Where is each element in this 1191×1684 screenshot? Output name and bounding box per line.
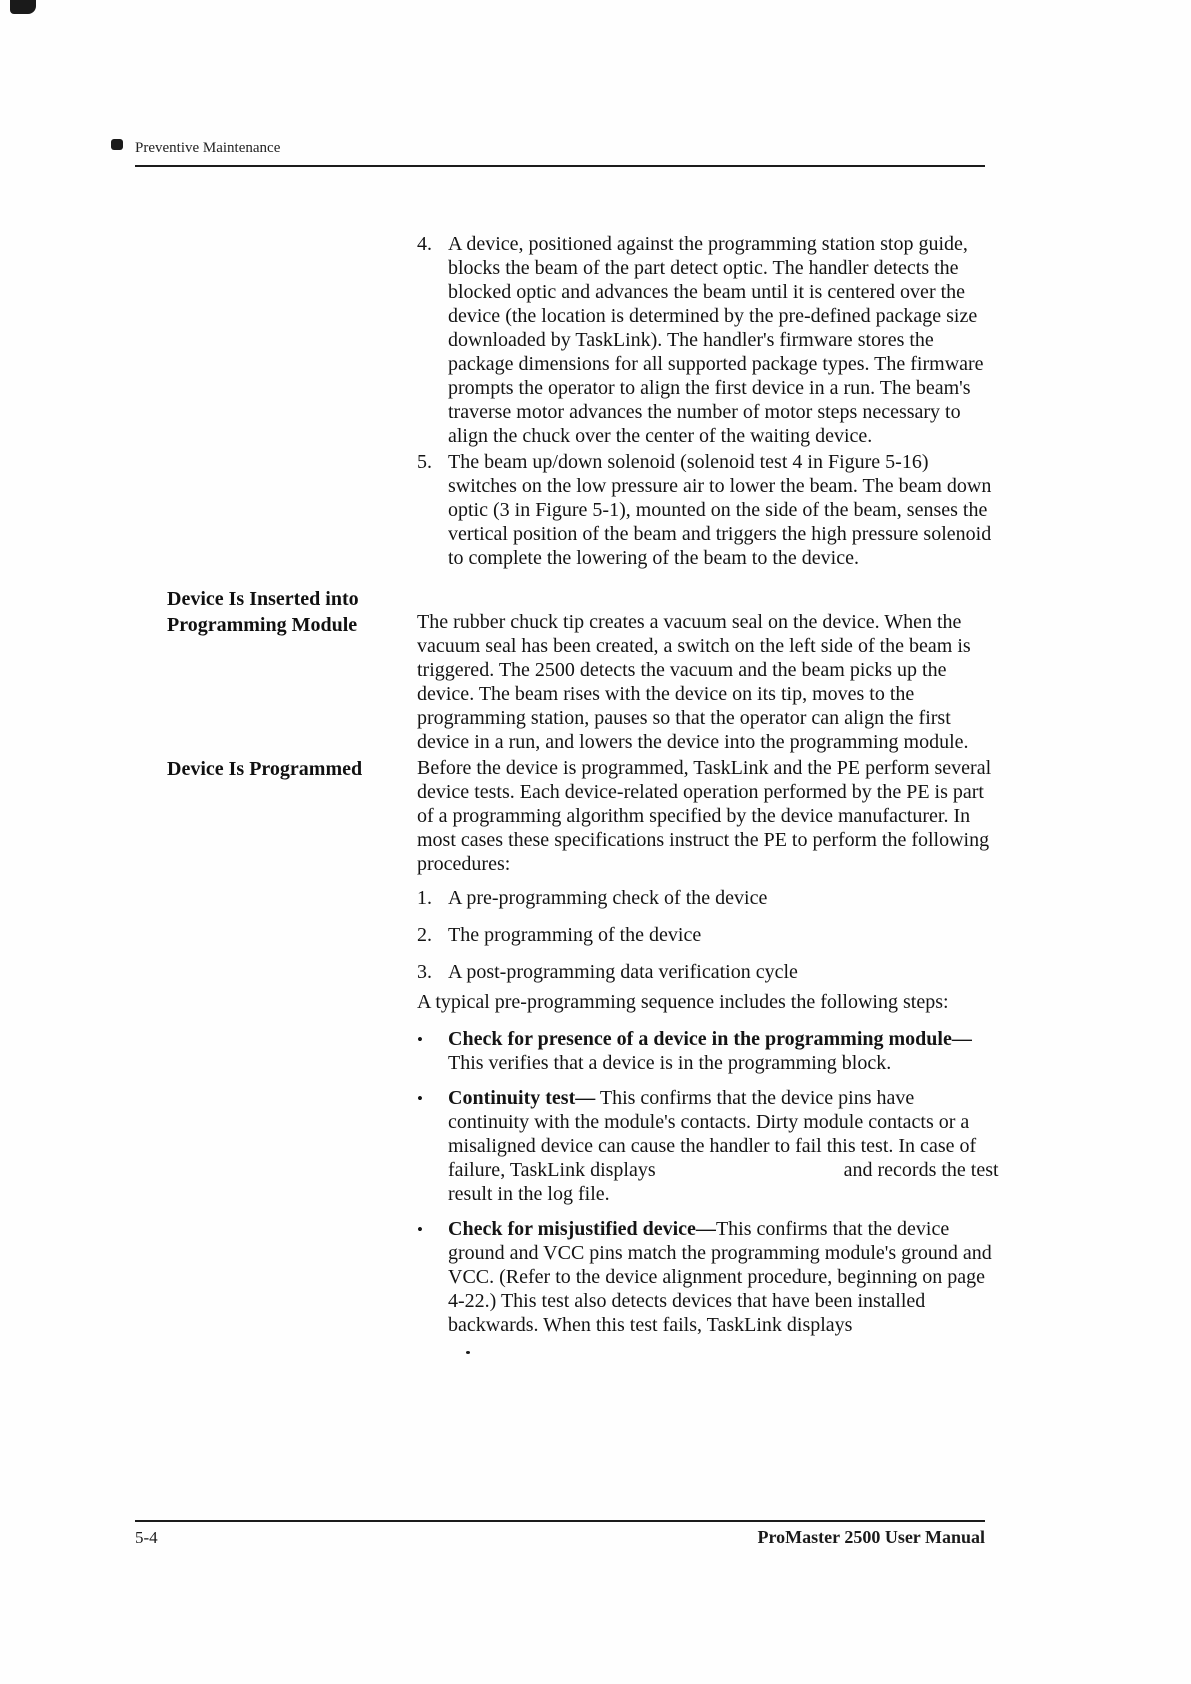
side-heading-device-programmed: Device Is Programmed xyxy=(167,758,363,780)
bullet-item-presence-check xyxy=(417,1027,999,1075)
procedures-list xyxy=(417,886,1002,997)
list-item-number: 1. xyxy=(417,887,432,909)
footer-manual-title: ProMaster 2500 User Manual xyxy=(757,1527,985,1547)
bullet-bold-lead: Check for misjustified device— xyxy=(448,1218,716,1240)
footer-page-number: 5-4 xyxy=(135,1528,158,1547)
bullet-text xyxy=(448,1217,999,1337)
section-body-device-inserted: The rubber chuck tip creates a vacuum seal on the device. When the vacuum seal has been created, a switch on the left side of the beam is triggered. The 2500 detects the vacuum and the beam picks up the device. The beam rises with the device on its tip, moves to the programming station, pauses so that the operator can align the first device in a run, and lowers the device into the programming module. xyxy=(417,611,971,753)
bullet-icon: • xyxy=(417,1030,423,1049)
step-text: The beam up/down solenoid (solenoid test 4 in Figure 5-16) switches on the low pressure air to lower the beam. The beam down optic (3 in Figure 5-1), mounted on the side of the beam, senses the vertical position of the beam and triggers the high pressure solenoid to complete the lowering of the beam to the device. xyxy=(448,451,992,569)
header-rule xyxy=(135,165,985,167)
bullet-icon: • xyxy=(417,1220,423,1239)
scan-artifact xyxy=(111,139,123,150)
list-item xyxy=(417,886,1002,910)
bullet-icon: • xyxy=(417,1089,423,1108)
numbered-step-5 xyxy=(417,450,1002,570)
bullet-rest-after-gap: and records the test result in the log file. xyxy=(448,1159,999,1205)
list-item xyxy=(417,923,1002,947)
bullet-rest-before-gap: This confirms that the device pins have continuity with the module's contacts. Dirty module contacts or a misaligned device can cause the handler to fail this test. In case of failure, TaskLink displays xyxy=(448,1087,977,1181)
scan-artifact xyxy=(10,0,36,14)
list-item-text: A post-programming data verification cycle xyxy=(448,961,798,983)
list-item-number: 3. xyxy=(417,961,432,983)
bullet-bold-lead: Check for presence of a device in the programming module— xyxy=(448,1028,972,1050)
numbered-step-4 xyxy=(417,232,1002,448)
list-item-number: 2. xyxy=(417,924,432,946)
bullet-rest: This verifies that a device is in the programming block. xyxy=(448,1052,892,1074)
bullet-list xyxy=(417,1027,999,1348)
list-item xyxy=(417,960,1002,984)
header-section-title: Preventive Maintenance xyxy=(135,140,281,156)
bullet-rest: This confirms that the device ground and VCC pins match the programming module's ground and VCC. (Refer to the device alignment procedure, beginning on page 4-22.) This test also detects devices that have been installed backwards. When this test fails, TaskLink displays xyxy=(448,1218,992,1336)
step-number: 5. xyxy=(417,451,432,473)
redacted-inline-gap xyxy=(661,1175,839,1176)
bullet-text xyxy=(448,1027,999,1075)
sequence-intro-text: A typical pre-programming sequence includes the following steps: xyxy=(417,991,949,1013)
footer-rule xyxy=(135,1520,985,1522)
step-number: 4. xyxy=(417,233,432,255)
list-item-text: A pre-programming check of the device xyxy=(448,887,768,909)
list-item-text: The programming of the device xyxy=(448,924,702,946)
step-text: A device, positioned against the programming station stop guide, blocks the beam of the part detect optic. The handler detects the blocked optic and advances the beam until it is centered over the device (the location is determined by the pre-defined package size downloaded by TaskLink). The handler's firmware stores the package dimensions for all supported package types. The firmware prompts the operator to align the first device in a run. The beam's traverse motor advances the number of motor steps necessary to align the chuck over the center of the waiting device. xyxy=(448,233,984,447)
bullet-item-continuity-test xyxy=(417,1086,999,1206)
scan-artifact xyxy=(466,1351,470,1354)
bullet-text xyxy=(448,1086,999,1206)
bullet-item-misjustified-device xyxy=(417,1217,999,1337)
side-heading-device-inserted: Device Is Inserted into Programming Module xyxy=(167,588,359,636)
bullet-bold-lead: Continuity test— xyxy=(448,1087,596,1109)
section-body-device-programmed: Before the device is programmed, TaskLink and the PE perform several device tests. Each device-related operation performed by the PE is part of a programming algorithm specified by the device manufacturer. In most cases these specifications instruct the PE to perform the following procedures: xyxy=(417,757,992,875)
